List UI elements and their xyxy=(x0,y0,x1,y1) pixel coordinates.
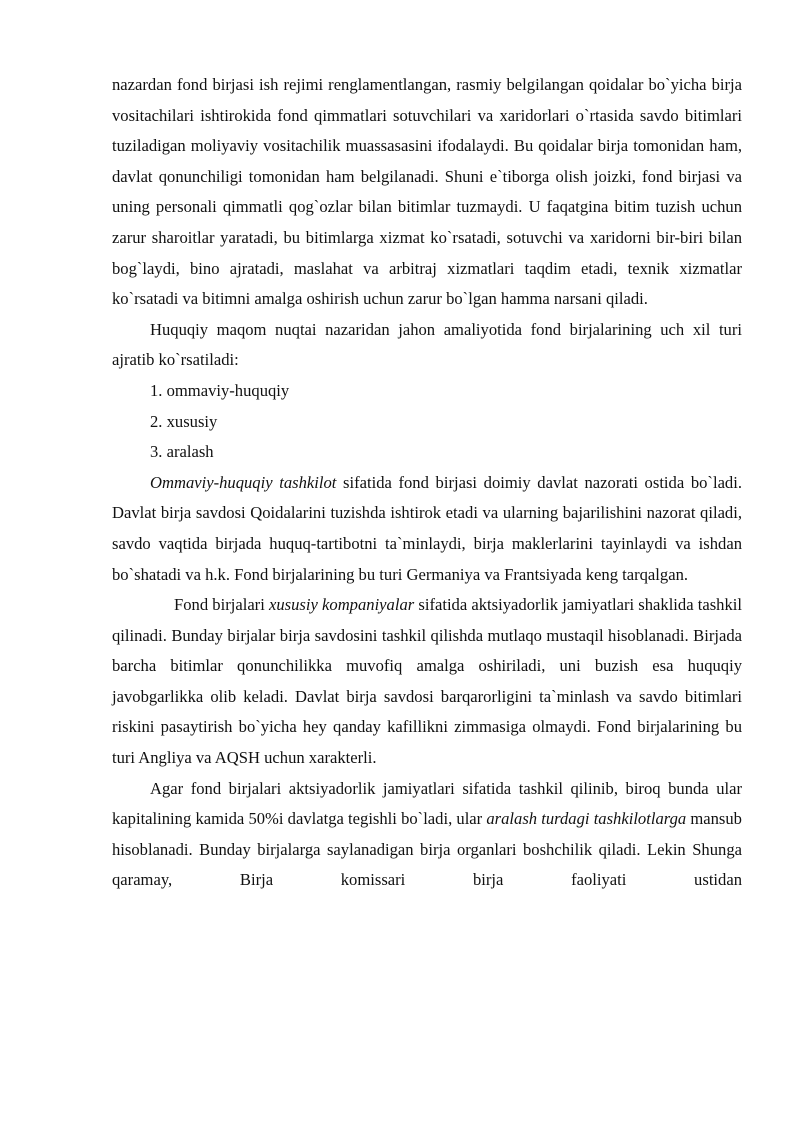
paragraph-types-intro: Huquqiy maqom nuqtai nazaridan jahon amaliyotida fond birjalarining uch xil turi ajratib ko`rsatiladi: xyxy=(112,319,742,370)
paragraph-private xyxy=(112,590,742,774)
paragraph-private-text: sifatida aktsiyadorlik jamiyatlari shaklida tashkil qilinadi. Bunday birjalar birja savdosini tashkil qilishda mutlaqo mustaqil hisoblanadi. Birjada barcha bitimlar qonunchilikka muvofiq amalga oshiriladi, uni buzish esa huquqiy javobgarlikka olib keladi. Davlat birja savdosi barqarorligini ta`minlash va savdo bitimlari riskini pasaytirish bo`yicha hey qanday kafillikni zimmasiga olmaydi. Fond birjalarining bu turi Angliya va AQSH uchun xarakterli. xyxy=(112,595,742,768)
paragraph-public-law-text: sifatida fond birjasi doimiy davlat nazorati ostida bo`ladi. Davlat birja savdosi Qoidalarini tuzishda ishtirok etadi va ularning bajarilishini nazorat qiladi, savdo vaqtida birjada huquq-tartibotni ta`minlaydi, birja maklerlarini tayinlaydi va ishdan bo`shatadi va h.k. Fond birjalarining bu turi Germaniya va Frantsiyada keng tarqalgan. xyxy=(112,472,742,584)
paragraph-private-start: Fond birjalari xyxy=(174,595,269,615)
document-page xyxy=(112,70,742,896)
term-public-law: Ommaviy-huquqiy tashkilot xyxy=(150,472,337,492)
term-private-companies: xususiy kompaniyalar xyxy=(269,595,415,615)
list-item-private: 2. xususiy xyxy=(150,411,218,431)
paragraph-mixed-start: Agar fond birjalari aktsiyadorlik jamiyatlari sifatida tashkil qilinib, biroq bunda ular kapitalining kamida 50%i davlatga tegishli bo`ladi, ular xyxy=(112,778,742,829)
paragraph-definition: nazardan fond birjasi ish rejimi renglamentlangan, rasmiy belgilangan qoidalar bo`yicha birja vositachilari ishtirokida fond qimmatlari sotuvchilari va xaridorlari o`rtasida savdo bitimlari tuziladigan moliyaviy vositachilik muassasasini ifodalaydi. Bu qoidalar birja tomonidan ham, davlat qonunchiligi tomonidan ham belgilanadi. Shuni e`tiborga olish joizki, fond birjasi va uning personali qimmatli qog`ozlar bilan bitimlar tuzmaydi. U faqatgina bitim tuzish uchun zarur sharoitlar yaratadi, bu bitimlarga xizmat ko`rsatadi, sotuvchi va xaridorni bir-biri bilan bog`laydi, bino ajratadi, maslahat va arbitraj xizmatlari taqdim etadi, texnik xizmatlar ko`rsatadi va bitimni amalga oshirish uchun zarur bo`lgan hamma narsani qiladi. xyxy=(112,75,742,309)
paragraph-mixed xyxy=(112,774,742,896)
paragraph-mixed-text: mansub hisoblanadi. Bunday birjalarga saylanadigan birja organlari boshchilik qiladi. Lekin Shunga qaramay, Birja komissari birja faoliyati ustidan xyxy=(112,809,742,890)
paragraph-public-law xyxy=(112,468,742,590)
term-mixed-organizations: aralash turdagi tashkilotlarga xyxy=(486,809,687,829)
list-item-public: 1. ommaviy-huquqiy xyxy=(150,380,290,400)
list-item-mixed: 3. aralash xyxy=(150,442,214,462)
